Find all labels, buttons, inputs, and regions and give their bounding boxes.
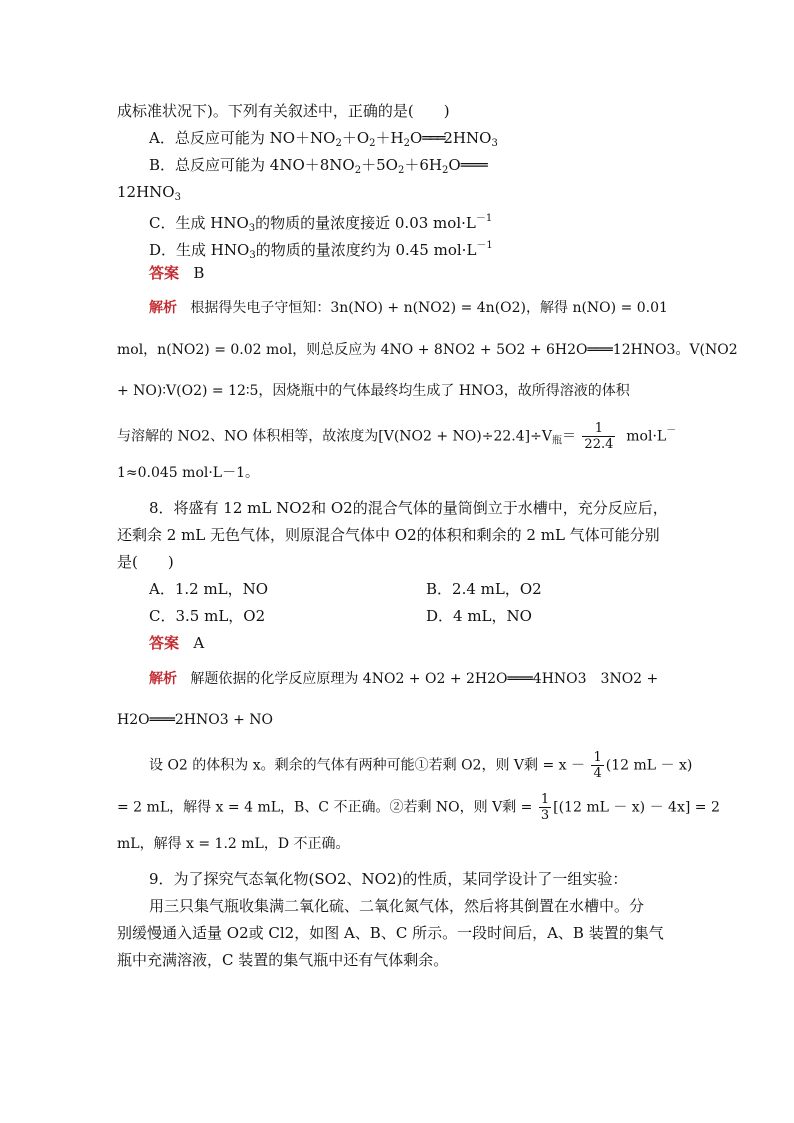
q9-line3: 别缓慢通入适量 O2或 Cl2，如图 A、B、C 所示。一段时间后，A、B 装置的集气 bbox=[117, 924, 664, 942]
q7-analysis-line1: 解析 根据得失电子守恒知：3n(NO) + n(NO2) = 4n(O2)，解得 n(NO) = 0.01 bbox=[149, 300, 668, 316]
q9-line1: 9．为了探究气态氧化物(SO2、NO2)的性质，某同学设计了一组实验： bbox=[149, 870, 628, 888]
analysis-label: 解析 bbox=[149, 671, 177, 687]
q8-analysis-line4: = 2 mL，解得 x = 4 mL，B、C 不正确。②若剩 NO，则 V剩 = $\frac{1}{3}$ [(12 mL － x) － 4x] = 2 bbox=[117, 792, 720, 823]
q8-stem-line2: 还剩余 2 mL 无色气体，则原混合气体中 O2的体积和剩余的 2 mL 气体可能分别 bbox=[117, 526, 660, 544]
q8-stem-line1: 8．将盛有 12 mL NO2和 O2的混合气体的量筒倒立于水槽中，充分反应后， bbox=[149, 499, 668, 517]
q8-analysis-line1: 解析 解题依据的化学反应原理为 4NO2 + O2 + 2H2O═══4HNO3 3NO2 + bbox=[149, 671, 659, 687]
q7-answer bbox=[149, 263, 204, 283]
q7-option-b-line2: $12HNO_3$ bbox=[117, 183, 181, 203]
q7-stem-tail: 成标准状况下)。下列有关叙述中，正确的是( ) bbox=[117, 102, 450, 120]
q7-option-d: D．生成 $HNO_3$的物质的量浓度约为 0.45 $mol\cdot L^{-1}$ bbox=[149, 240, 493, 261]
q9-line4: 瓶中充满溶液，C 装置的集气瓶中还有气体剩余。 bbox=[117, 951, 449, 969]
q9-line2: 用三只集气瓶收集满二氧化硫、二氧化氮气体，然后将其倒置在水槽中。分 bbox=[149, 897, 645, 915]
q8-analysis-line5: mL，解得 x = 1.2 mL，D 不正确。 bbox=[117, 836, 350, 852]
q7-analysis-line2: mol，n(NO2) = 0.02 mol，则总反应为 4NO + 8NO2 + 5O2 + 6H2O═══12HNO3。V(NO2 bbox=[117, 342, 738, 358]
q7-option-a: A．总反应可能为 $NO+NO_2+O_2+H_2O═══2HNO_3$ bbox=[149, 129, 498, 149]
q8-option-b: B．2.4 mL，O2 bbox=[426, 580, 542, 598]
fraction: $\frac{1}{22.4}$ bbox=[584, 421, 614, 452]
answer-label: 答案 bbox=[149, 264, 180, 282]
q8-option-a: A．1.2 mL，NO bbox=[149, 580, 269, 598]
q7-analysis-line5: 1≈0.045 mol·L－1。 bbox=[117, 465, 260, 481]
fraction: $\frac{1}{4}$ bbox=[593, 750, 602, 781]
q8-stem-line3: 是( ) bbox=[117, 553, 174, 571]
q8-answer bbox=[149, 633, 204, 653]
q7-option-c: C．生成 $HNO_3$的物质的量浓度接近 0.03 $mol\cdot L^{-1}$ bbox=[149, 213, 493, 234]
q7-option-b: B．总反应可能为 $4NO+8NO_2+5O_2+6H_2O═══$ bbox=[149, 156, 488, 176]
q7-analysis-line3: + NO)∶V(O2) = 12∶5，因烧瓶中的气体最终均生成了 HNO3，故所得溶液的体积 bbox=[117, 383, 630, 399]
answer-value: B bbox=[193, 264, 205, 282]
q8-analysis-line2: H2O═══2HNO3 + NO bbox=[117, 712, 273, 728]
q8-analysis-line3: 设 O2 的体积为 x。剩余的气体有两种可能①若剩 O2，则 V剩 = x － $\frac{1}{4}$ (12 mL － x) bbox=[149, 750, 693, 781]
answer-label: 答案 bbox=[149, 634, 180, 652]
q8-option-d: D．4 mL，NO bbox=[426, 607, 532, 625]
fraction: $\frac{1}{3}$ bbox=[540, 792, 550, 823]
q7-analysis-line4: 与溶解的 NO2、NO 体积相等，故浓度为$[V(NO2 + NO)\div 22.4]\div V_瓶=$ $\frac{1}{22.4}$ mol·L－ bbox=[117, 421, 677, 452]
analysis-label: 解析 bbox=[149, 300, 177, 316]
answer-value: A bbox=[193, 634, 205, 652]
q8-option-c: C．3.5 mL，O2 bbox=[149, 607, 266, 625]
